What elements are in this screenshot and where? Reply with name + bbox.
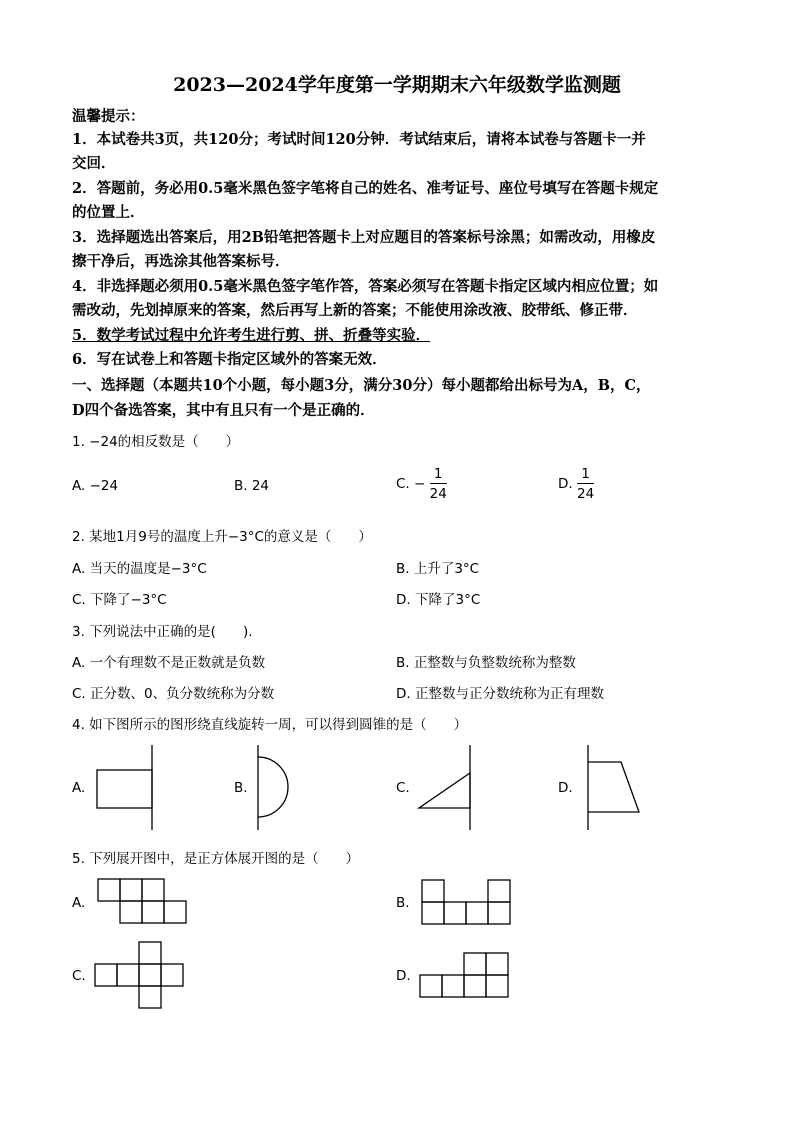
q2-stem: 2. 某地1月9号的温度上升−3°C的意义是（ ） xyxy=(72,529,372,545)
q1-option-d-numerator: 1 xyxy=(577,466,594,484)
q4-c-triangle xyxy=(419,773,470,808)
q1-option-c-numerator: 1 xyxy=(430,466,447,484)
q4-label-a: A. xyxy=(72,780,86,796)
notice-line-9: 5．数学考试过程中允许考生进行剪、拼、折叠等实验． xyxy=(72,327,431,344)
q5-stem: 5. 下列展开图中，是正方体展开图的是（ ） xyxy=(72,851,360,867)
notice-line-1: 1．本试卷共3页，共120分；考试时间120分钟．考试结束后，请将本试卷与答题卡一并 xyxy=(72,131,646,148)
q5-label-b: B. xyxy=(396,895,410,911)
q2-option-b: B. 上升了3°C xyxy=(396,561,480,577)
q4-b-semicircle xyxy=(258,757,288,817)
notice-heading: 温馨提示： xyxy=(72,108,145,125)
q5-label-a: A. xyxy=(72,895,86,911)
q3-stem: 3. 下列说法中正确的是( ). xyxy=(72,624,253,640)
q2-option-d: D. 下降了3°C xyxy=(396,592,481,608)
q1-option-c-denominator: 24 xyxy=(429,486,447,502)
notice-line-5: 3．选择题选出答案后，用2B铅笔把答题卡上对应题目的答案标号涂黑；如需改动，用橡皮 xyxy=(72,229,656,246)
q5-label-c: C. xyxy=(72,968,86,984)
q1-option-a: A. −24 xyxy=(72,478,119,494)
notice-line-3: 2．答题前，务必用0.5毫米黑色签字笔将自己的姓名、准考证号、座位号填写在答题卡规定 xyxy=(72,180,659,197)
q5-net-b xyxy=(422,880,510,924)
q1-option-d-label: D. xyxy=(558,476,573,492)
q5-label-d: D. xyxy=(396,968,411,984)
notice-line-8: 需改动，先划掉原来的答案，然后再写上新的答案；不能使用涂改液、胶带纸、修正带． xyxy=(72,302,638,319)
q1-option-b: B. 24 xyxy=(234,478,270,494)
notice-line-7: 4．非选择题必须用0.5毫米黑色签字笔作答，答案必须写在答题卡指定区域内相应位置；如 xyxy=(72,278,659,295)
q4-label-d: D. xyxy=(558,780,573,796)
q3-option-a: A. 一个有理数不是正数就是负数 xyxy=(72,655,266,671)
q4-a-rectangle xyxy=(97,770,152,808)
notice-line-10: 6．写在试卷上和答题卡指定区域外的答案无效． xyxy=(72,351,387,368)
q4-label-b: B. xyxy=(234,780,248,796)
q3-option-b: B. 正整数与负整数统称为整数 xyxy=(396,655,576,671)
notice-line-6: 擦干净后，再选涂其他答案标号． xyxy=(72,253,290,270)
page-title: 2023—2024学年度第一学期期末六年级数学监测题 xyxy=(173,74,621,96)
q5-net-a xyxy=(98,879,186,923)
notice-line-4: 的位置上． xyxy=(72,204,145,221)
q2-option-c: C. 下降了−3°C xyxy=(72,592,167,608)
q4-label-c: C. xyxy=(396,780,410,796)
q4-d-trapezoid xyxy=(588,762,639,812)
section-heading-line-1: 一、选择题（本题共10个小题，每小题3分，满分30分）每小题都给出标号为A，B，C， xyxy=(72,377,651,394)
q1-option-c-label: C. − xyxy=(396,476,426,492)
q2-option-a: A. 当天的温度是−3°C xyxy=(72,561,207,577)
section-heading-line-2: D四个备选答案，其中有且只有一个是正确的． xyxy=(72,402,375,419)
q5-net-d xyxy=(420,953,508,997)
q4-stem: 4. 如下图所示的图形绕直线旋转一周，可以得到圆锥的是（ ） xyxy=(72,717,468,733)
q3-option-d: D. 正整数与正分数统称为正有理数 xyxy=(396,686,604,702)
notice-line-2: 交回． xyxy=(72,155,116,172)
q1-option-d-denominator: 24 xyxy=(576,486,595,502)
q1-stem: 1. −24的相反数是（ ） xyxy=(72,434,240,450)
q5-net-c xyxy=(95,942,183,1008)
q3-option-c: C. 正分数、0、负分数统称为分数 xyxy=(72,686,275,702)
